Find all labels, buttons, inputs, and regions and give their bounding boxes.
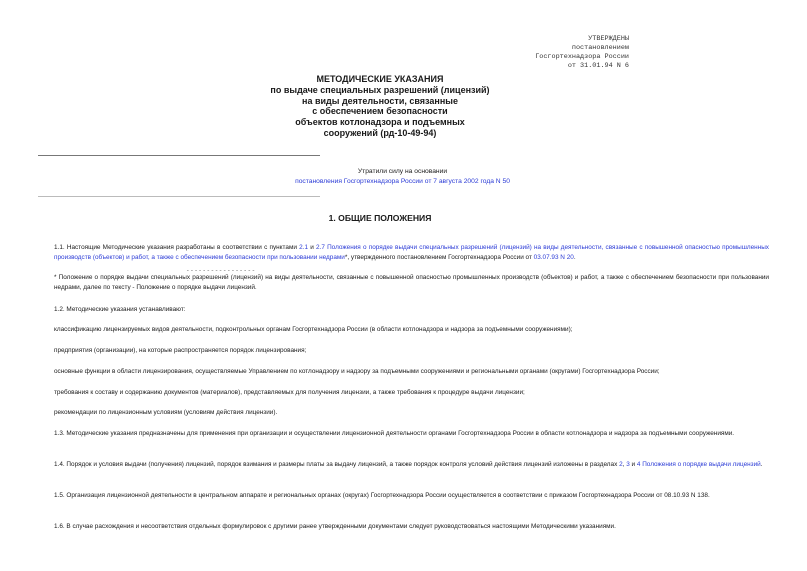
divider xyxy=(38,196,320,197)
link-resolution[interactable]: 03.07.93 N 20 xyxy=(533,254,574,262)
title-line: с обеспечением безопасности xyxy=(312,106,448,117)
text: *, утвержденного постановлением Госгортехнадзора России от xyxy=(344,254,534,262)
list-item: основные функции в области лицензирования, осуществляемые Управлением по котлонадзору и надзору за подъемными сооружениями и региональными органами (округами) Госгортехнадзора России; xyxy=(54,368,660,375)
paragraph-1-5: 1.5. Организация лицензионной деятельности в центральном аппарате и региональных органах (округах) Госгортехнадзора России осуществляется в соответствии с приказом Госгортехнадзора России от 08.10.93 N 138. xyxy=(54,492,710,499)
approval-block xyxy=(489,35,629,71)
paragraph-1-1 xyxy=(54,243,769,263)
title-line: по выдаче специальных разрешений (лицензий) xyxy=(270,84,490,95)
paragraph-1-3: 1.3. Методические указания предназначены для применения при организации и осуществлении лицензионной деятельности органами Госгортехнадзора России в области котлонадзора и надзора за подъемными сооружениями. xyxy=(54,430,735,437)
lost-force-link[interactable]: постановления Госгортехнадзора России от 7 августа 2002 года N 50 xyxy=(295,178,510,185)
link-section-2[interactable]: 2 xyxy=(619,461,623,468)
list-item: требования к составу и содержанию документов (материалов), представляемых для получения лицензии, а также требования к процедуре выдачи лицензии; xyxy=(54,389,525,396)
paragraph-1-6: 1.6. В случае расхождения и несоответствия отдельных формулировок с другими ранее утвержденными документами следует руководствоваться настоящими Методическими указаниями. xyxy=(54,523,616,530)
approval-line: УТВЕРЖДЕНЫ xyxy=(588,35,629,43)
link-clause-2-1[interactable]: 2.1 xyxy=(299,244,309,251)
paragraph-1-2: 1.2. Методические указания устанавливают: xyxy=(54,306,186,313)
text: . xyxy=(760,461,763,468)
title-line: сооружений (рд-10-49-94) xyxy=(323,127,437,138)
text: . xyxy=(573,254,576,262)
document-title xyxy=(200,74,560,139)
title-line: объектов котлонадзора и подъемных xyxy=(295,117,465,128)
lost-force-note: Утратили силу на основании xyxy=(357,168,448,175)
title-line: на виды деятельности, связанные xyxy=(302,95,458,106)
section-title: 1. ОБЩИЕ ПОЛОЖЕНИЯ xyxy=(328,213,432,223)
text: и xyxy=(308,244,316,251)
title-line: МЕТОДИЧЕСКИЕ УКАЗАНИЯ xyxy=(316,74,444,84)
approval-line: от 31.01.94 N 6 xyxy=(567,62,629,70)
link-section-4[interactable]: 4 Положения о порядке выдачи лицензий xyxy=(636,461,761,468)
divider xyxy=(38,155,320,156)
list-item: классификацию лицензируемых видов деятельности, подконтрольных органам Госгортехнадзора России (в области котлонадзора и надзора за подъемными сооружениями); xyxy=(54,326,573,333)
link-regulation[interactable]: 2.7 Положения о порядке выдачи специальных разрешений (лицензий) на виды деятельности, связанные с повышенной опасностью промышленных производств (объектов) и работ, а также с обеспечением безопасности при пользовании недрами xyxy=(54,244,769,262)
footnote-separator: ----------------- xyxy=(186,267,256,274)
approval-line: Госгортехнадзора России xyxy=(535,53,629,61)
paragraph-1-4 xyxy=(54,460,769,470)
text: , xyxy=(622,461,627,468)
text: и xyxy=(629,461,637,468)
footnote: * Положение о порядке выдачи специальных разрешений (лицензий) на виды деятельности, связанные с повышенной опасностью промышленных производств (объектов) и работ, а также с обеспечением безопасности при пользовании недрами, далее по тексту - Положение о порядке выдачи лицензий. xyxy=(54,274,769,292)
list-item: рекомендации по лицензионным условиям (условиям действия лицензии). xyxy=(54,409,278,416)
text: 1.4. Порядок и условия выдачи (получения) лицензий, порядок взимания и размеры платы за выдачу лицензий, а также порядок контроля условий действия лицензий изложены в разделах xyxy=(54,461,620,468)
text: 1.1. Настоящие Методические указания разработаны в соответствии с пунктами xyxy=(54,244,300,251)
list-item: предприятия (организации), на которые распространяется порядок лицензирования; xyxy=(54,347,307,354)
link-section-3[interactable]: 3 xyxy=(626,461,630,468)
approval-line: постановлением xyxy=(571,44,629,52)
